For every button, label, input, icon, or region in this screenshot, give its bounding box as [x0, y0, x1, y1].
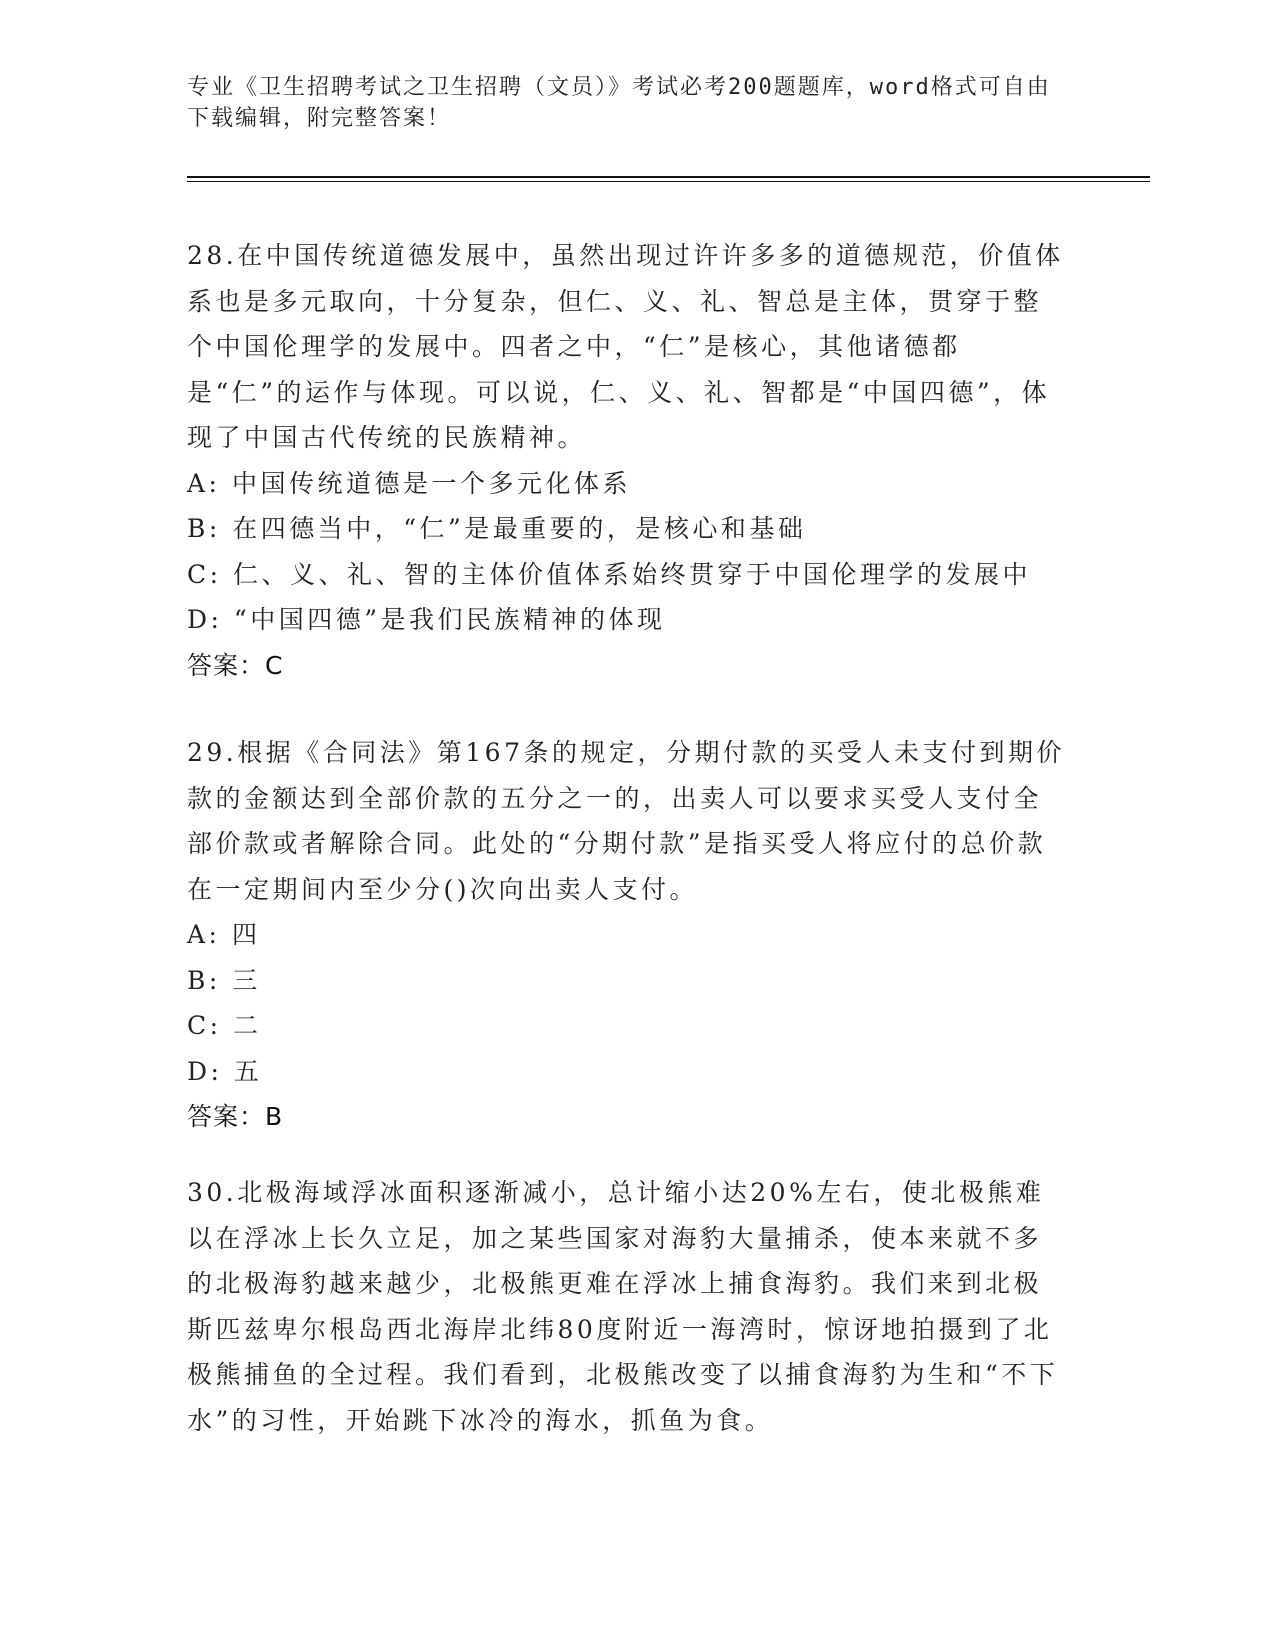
header-divider-thick [187, 176, 1150, 178]
question-29 [187, 730, 1067, 1140]
question-stem: 28.在中国传统道德发展中，虽然出现过许许多多的道德规范，价值体系也是多元取向，十分复杂，但仁、义、礼、智总是主体，贯穿于整个中国伦理学的发展中。四者之中，“仁”是核心，其他诸德都是“仁”的运作与体现。可以说，仁、义、礼、智都是“中国四德”，体现了中国古代传统的民族精神。 [187, 241, 1064, 452]
question-stem: 30.北极海域浮冰面积逐渐减小，总计缩小达20%左右，使北极熊难以在浮冰上长久立足，加之某些国家对海豹大量捕杀，使本来就不多的北极海豹越来越少，北极熊更难在浮冰上捕食海豹。我们来到北极斯匹兹卑尔根岛西北海岸北纬80度附近一海湾时，惊讶地拍摄到了北极熊捕鱼的全过程。我们看到，北极熊改变了以捕食海豹为生和“不下水”的习性，开始跳下冰冷的海水，抓鱼为食。 [187, 1178, 1059, 1435]
document-header: 专业《卫生招聘考试之卫生招聘（文员）》考试必考200题题库，word格式可自由下载编辑，附完整答案！ [187, 75, 1051, 131]
option-a [187, 912, 1067, 958]
question-stem: 29.根据《合同法》第167条的规定，分期付款的买受人未支付到期价款的金额达到全部价款的五分之一的，出卖人可以要求买受人支付全部价款或者解除合同。此处的“分期付款”是指买受人将应付的总价款在一定期间内至少分()次向出卖人支付。 [187, 738, 1065, 904]
option-text: 仁、义、礼、智的主体价值体系始终贯穿于中国伦理学的发展中 [233, 559, 1032, 589]
option-text: “中国四德”是我们民族精神的体现 [233, 605, 666, 634]
option-key: A: [187, 468, 221, 498]
option-c [187, 1003, 1067, 1049]
option-text: 三 [232, 965, 261, 995]
option-b [187, 958, 1067, 1004]
option-text: 五 [233, 1056, 263, 1086]
option-key: A: [187, 920, 221, 949]
option-key: D: [187, 605, 223, 634]
option-d [187, 597, 1067, 643]
answer-label: 答案：B [187, 1102, 284, 1131]
option-b [187, 506, 1067, 552]
option-key: B: [187, 514, 221, 543]
option-key: C: [187, 559, 222, 589]
option-key: B: [187, 965, 221, 995]
header-divider-thin [187, 181, 1150, 182]
option-text: 中国传统道德是一个多元化体系 [231, 468, 631, 498]
option-key: D: [187, 1056, 223, 1086]
option-text: 二 [233, 1011, 262, 1040]
option-a [187, 461, 1067, 507]
question-28 [187, 233, 1067, 688]
option-key: C: [187, 1011, 222, 1040]
question-30 [187, 1170, 1067, 1443]
option-d [187, 1049, 1067, 1095]
option-c [187, 552, 1067, 598]
option-text: 四 [231, 920, 261, 949]
answer-label: 答案：C [187, 650, 284, 680]
option-text: 在四德当中，“仁”是最重要的，是核心和基础 [232, 514, 807, 543]
